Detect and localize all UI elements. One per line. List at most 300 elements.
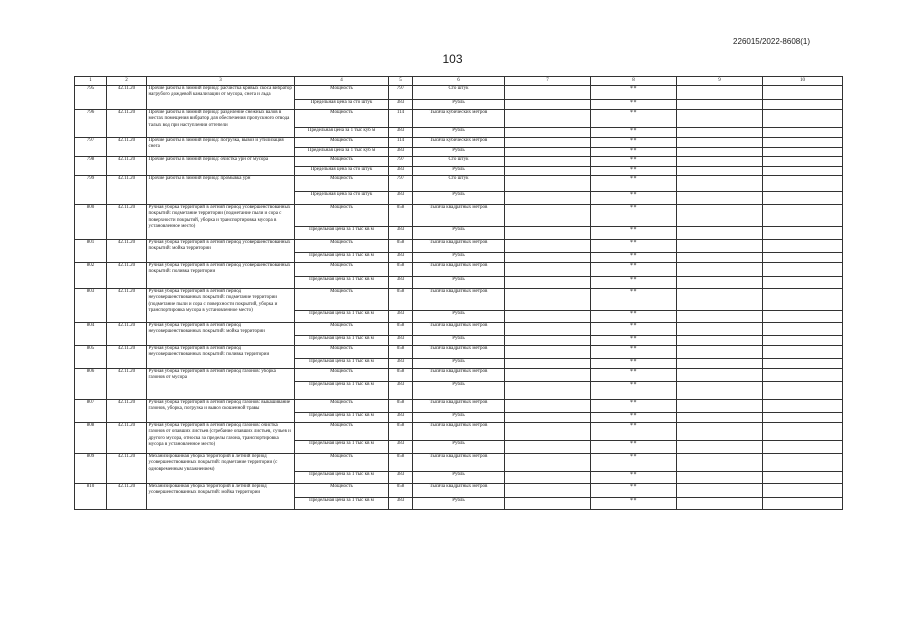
- characteristic-name: Мощность: [295, 240, 389, 253]
- characteristic-name: Мощность: [295, 369, 389, 382]
- empty-cell: [505, 359, 591, 369]
- empty-cell: [763, 138, 843, 148]
- empty-cell: [677, 128, 763, 138]
- okpd-code: 42.11.20: [107, 157, 147, 176]
- okei-code: 797: [389, 176, 413, 192]
- empty-cell: [677, 205, 763, 227]
- table-row: [75, 205, 843, 227]
- unit-name: Тысяча квадратных метров: [413, 289, 505, 311]
- column-header: 2: [107, 77, 147, 86]
- page-number: 103: [442, 52, 463, 66]
- column-header: 3: [147, 77, 295, 86]
- empty-cell: [505, 192, 591, 205]
- table-row: [75, 423, 843, 441]
- empty-cell: [763, 240, 843, 253]
- empty-cell: [677, 472, 763, 484]
- okpd-code: 42.11.20: [107, 400, 147, 423]
- unit-name: Рубль: [413, 148, 505, 157]
- row-number: 795: [75, 86, 107, 110]
- value-placeholder: **: [591, 253, 677, 263]
- okei-code: 383: [389, 227, 413, 240]
- empty-cell: [505, 167, 591, 176]
- row-number: 804: [75, 323, 107, 346]
- value-placeholder: **: [591, 205, 677, 227]
- empty-cell: [677, 253, 763, 263]
- value-placeholder: **: [591, 157, 677, 167]
- value-placeholder: **: [591, 86, 677, 100]
- empty-cell: [505, 441, 591, 454]
- characteristic-name: Предельная цена за 1 тыс куб м: [295, 148, 389, 157]
- table-body: [75, 86, 843, 510]
- empty-cell: [505, 423, 591, 441]
- item-description: Ручная уборка территорий в летний период усовершенствованных покрытий: подметание территории (подметание пыли и сора с поверхности покрытий, уборка и транспортировка мусора в установленное место): [147, 205, 295, 240]
- row-number: 810: [75, 484, 107, 510]
- column-header: 4: [295, 77, 389, 86]
- value-placeholder: **: [591, 110, 677, 128]
- procurement-table: [74, 76, 843, 510]
- empty-cell: [677, 441, 763, 454]
- okpd-code: 42.11.20: [107, 138, 147, 157]
- unit-name: Тысяча квадратных метров: [413, 454, 505, 472]
- value-placeholder: **: [591, 413, 677, 423]
- okei-code: 383: [389, 167, 413, 176]
- empty-cell: [505, 346, 591, 359]
- okpd-code: 42.11.20: [107, 86, 147, 110]
- empty-cell: [677, 323, 763, 336]
- empty-cell: [677, 86, 763, 100]
- empty-cell: [763, 472, 843, 484]
- empty-cell: [763, 167, 843, 176]
- value-placeholder: **: [591, 311, 677, 323]
- column-header: 7: [505, 77, 591, 86]
- unit-name: Рубль: [413, 227, 505, 240]
- value-placeholder: **: [591, 369, 677, 382]
- column-header: 10: [763, 77, 843, 86]
- empty-cell: [763, 423, 843, 441]
- okei-code: 383: [389, 336, 413, 346]
- unit-name: Рубль: [413, 336, 505, 346]
- empty-cell: [763, 400, 843, 413]
- characteristic-name: Предельная цена за 1 тыс кв м: [295, 441, 389, 454]
- okei-code: 058: [389, 263, 413, 277]
- table-row: [75, 138, 843, 148]
- okei-code: 383: [389, 100, 413, 110]
- empty-cell: [677, 157, 763, 167]
- empty-cell: [677, 346, 763, 359]
- empty-cell: [763, 192, 843, 205]
- row-number: 806: [75, 369, 107, 400]
- empty-cell: [505, 311, 591, 323]
- okei-code: 383: [389, 277, 413, 289]
- item-description: Ручная уборка территорий в летний период газонов: уборка газонов от мусора: [147, 369, 295, 400]
- unit-name: Сто штук: [413, 157, 505, 167]
- item-description: Ручная уборка территорий в летний период неусовершенствованных покрытий: подметание территории (подметание пыли и сора с поверхности покрытий, уборка и транспортировка мусора в установленное место): [147, 289, 295, 323]
- table-row: [75, 263, 843, 277]
- value-placeholder: **: [591, 240, 677, 253]
- table-row: [75, 346, 843, 359]
- okpd-code: 42.11.20: [107, 289, 147, 323]
- empty-cell: [677, 413, 763, 423]
- empty-cell: [763, 100, 843, 110]
- empty-cell: [505, 128, 591, 138]
- value-placeholder: **: [591, 454, 677, 472]
- characteristic-name: Предельная цена за сто штук: [295, 192, 389, 205]
- okei-code: 058: [389, 289, 413, 311]
- document-number: 226015/2022-8608(1): [733, 37, 810, 46]
- value-placeholder: **: [591, 346, 677, 359]
- empty-cell: [505, 138, 591, 148]
- value-placeholder: **: [591, 263, 677, 277]
- table-row: [75, 157, 843, 167]
- characteristic-name: Предельная цена за 1 тыс кв м: [295, 472, 389, 484]
- item-description: Ручная уборка территорий в летний период газонов: очистка газонов от опавших листьев (сгребание опавших листьев, сучьев и другого мусора, относка за пределы газона, транспортировка мусора в установленное место): [147, 423, 295, 454]
- empty-cell: [763, 454, 843, 472]
- characteristic-name: Предельная цена за сто штук: [295, 100, 389, 110]
- characteristic-name: Мощность: [295, 176, 389, 192]
- empty-cell: [763, 227, 843, 240]
- okei-code: 058: [389, 346, 413, 359]
- okpd-code: 42.11.20: [107, 484, 147, 510]
- characteristic-name: Предельная цена за 1 тыс кв м: [295, 311, 389, 323]
- empty-cell: [677, 400, 763, 413]
- empty-cell: [505, 413, 591, 423]
- okpd-code: 42.11.20: [107, 176, 147, 205]
- empty-cell: [763, 253, 843, 263]
- row-number: 807: [75, 400, 107, 423]
- okpd-code: 42.11.20: [107, 454, 147, 484]
- row-number: 796: [75, 110, 107, 138]
- okei-code: 383: [389, 311, 413, 323]
- empty-cell: [505, 472, 591, 484]
- empty-cell: [763, 128, 843, 138]
- empty-cell: [505, 454, 591, 472]
- empty-cell: [677, 423, 763, 441]
- okei-code: 797: [389, 86, 413, 100]
- unit-name: Рубль: [413, 441, 505, 454]
- column-header: 1: [75, 77, 107, 86]
- okei-code: 058: [389, 484, 413, 498]
- okpd-code: 42.11.20: [107, 263, 147, 289]
- empty-cell: [505, 382, 591, 400]
- empty-cell: [505, 400, 591, 413]
- empty-cell: [677, 311, 763, 323]
- value-placeholder: **: [591, 472, 677, 484]
- empty-cell: [763, 346, 843, 359]
- empty-cell: [677, 240, 763, 253]
- okei-code: 383: [389, 472, 413, 484]
- row-number: 802: [75, 263, 107, 289]
- empty-cell: [677, 176, 763, 192]
- value-placeholder: **: [591, 423, 677, 441]
- empty-cell: [763, 413, 843, 423]
- empty-cell: [763, 441, 843, 454]
- value-placeholder: **: [591, 336, 677, 346]
- characteristic-name: Мощность: [295, 323, 389, 336]
- unit-name: Тысяча кубических метров: [413, 110, 505, 128]
- empty-cell: [677, 289, 763, 311]
- unit-name: Рубль: [413, 472, 505, 484]
- value-placeholder: **: [591, 441, 677, 454]
- unit-name: Рубль: [413, 100, 505, 110]
- characteristic-name: Предельная цена за 1 тыс кв м: [295, 336, 389, 346]
- empty-cell: [677, 167, 763, 176]
- table-row: [75, 454, 843, 472]
- value-placeholder: **: [591, 176, 677, 192]
- characteristic-name: Мощность: [295, 138, 389, 148]
- table-row: [75, 86, 843, 100]
- empty-cell: [505, 369, 591, 382]
- okei-code: 383: [389, 148, 413, 157]
- empty-cell: [677, 359, 763, 369]
- table-row: [75, 289, 843, 311]
- okei-code: 383: [389, 192, 413, 205]
- empty-cell: [677, 192, 763, 205]
- value-placeholder: **: [591, 400, 677, 413]
- table-row: [75, 323, 843, 336]
- unit-name: Тысяча квадратных метров: [413, 263, 505, 277]
- item-description: Прочие работы в зимний период: очистка урн от мусора: [147, 157, 295, 176]
- okpd-code: 42.11.20: [107, 205, 147, 240]
- item-description: Прочие работы в зимний период: промывка урн: [147, 176, 295, 205]
- item-description: Ручная уборка территорий в летний период усовершенствованных покрытий: поливка территории: [147, 263, 295, 289]
- empty-cell: [677, 484, 763, 498]
- unit-name: Рубль: [413, 277, 505, 289]
- value-placeholder: **: [591, 138, 677, 148]
- characteristic-name: Предельная цена за 1 тыс кв м: [295, 359, 389, 369]
- empty-cell: [763, 289, 843, 311]
- empty-cell: [505, 263, 591, 277]
- table-row: [75, 369, 843, 382]
- value-placeholder: **: [591, 484, 677, 498]
- row-number: 797: [75, 138, 107, 157]
- row-number: 798: [75, 157, 107, 176]
- okei-code: 058: [389, 323, 413, 336]
- okpd-code: 42.11.20: [107, 110, 147, 138]
- empty-cell: [763, 157, 843, 167]
- unit-name: Тысяча квадратных метров: [413, 323, 505, 336]
- empty-cell: [505, 110, 591, 128]
- characteristic-name: Мощность: [295, 423, 389, 441]
- empty-cell: [505, 86, 591, 100]
- empty-cell: [763, 86, 843, 100]
- value-placeholder: **: [591, 382, 677, 400]
- unit-name: Тысяча квадратных метров: [413, 423, 505, 441]
- empty-cell: [677, 148, 763, 157]
- okei-code: 058: [389, 369, 413, 382]
- column-header: 8: [591, 77, 677, 86]
- row-number: 805: [75, 346, 107, 369]
- empty-cell: [677, 454, 763, 472]
- empty-cell: [505, 289, 591, 311]
- empty-cell: [763, 205, 843, 227]
- okei-code: 383: [389, 359, 413, 369]
- characteristic-name: Предельная цена за сто штук: [295, 167, 389, 176]
- empty-cell: [505, 277, 591, 289]
- column-header: 6: [413, 77, 505, 86]
- unit-name: Рубль: [413, 359, 505, 369]
- characteristic-name: Предельная цена за 1 тыс кв м: [295, 227, 389, 240]
- empty-cell: [677, 100, 763, 110]
- characteristic-name: Предельная цена за 1 тыс кв м: [295, 277, 389, 289]
- empty-cell: [763, 110, 843, 128]
- okpd-code: 42.11.20: [107, 369, 147, 400]
- characteristic-name: Мощность: [295, 205, 389, 227]
- value-placeholder: **: [591, 148, 677, 157]
- okei-code: 058: [389, 400, 413, 413]
- empty-cell: [677, 110, 763, 128]
- empty-cell: [763, 359, 843, 369]
- empty-cell: [505, 498, 591, 510]
- empty-cell: [505, 176, 591, 192]
- row-number: 809: [75, 454, 107, 484]
- unit-name: Тысяча квадратных метров: [413, 346, 505, 359]
- characteristic-name: Мощность: [295, 289, 389, 311]
- empty-cell: [677, 382, 763, 400]
- unit-name: Сто штук: [413, 176, 505, 192]
- empty-cell: [505, 205, 591, 227]
- okei-code: 797: [389, 157, 413, 167]
- characteristic-name: Мощность: [295, 263, 389, 277]
- unit-name: Рубль: [413, 382, 505, 400]
- okei-code: 058: [389, 454, 413, 472]
- characteristic-name: Мощность: [295, 400, 389, 413]
- empty-cell: [505, 484, 591, 498]
- empty-cell: [677, 498, 763, 510]
- unit-name: Сто штук: [413, 86, 505, 100]
- column-header: 5: [389, 77, 413, 86]
- unit-name: Рубль: [413, 498, 505, 510]
- empty-cell: [505, 100, 591, 110]
- value-placeholder: **: [591, 359, 677, 369]
- empty-cell: [763, 263, 843, 277]
- empty-cell: [677, 336, 763, 346]
- empty-cell: [763, 336, 843, 346]
- okei-code: 114: [389, 138, 413, 148]
- empty-cell: [763, 369, 843, 382]
- unit-name: Рубль: [413, 167, 505, 176]
- item-description: Ручная уборка территорий в летний период усовершенствованных покрытий: мойка территории: [147, 240, 295, 263]
- value-placeholder: **: [591, 498, 677, 510]
- okei-code: 383: [389, 413, 413, 423]
- row-number: 799: [75, 176, 107, 205]
- unit-name: Рубль: [413, 413, 505, 423]
- okei-code: 383: [389, 382, 413, 400]
- empty-cell: [763, 498, 843, 510]
- empty-cell: [505, 148, 591, 157]
- value-placeholder: **: [591, 323, 677, 336]
- okei-code: 058: [389, 423, 413, 441]
- characteristic-name: Мощность: [295, 110, 389, 128]
- item-description: Прочие работы в зимний период: расчистка кривых скоса вибратор нагрубого дождевой канализации от мусора, снега и льда: [147, 86, 295, 110]
- okei-code: 383: [389, 253, 413, 263]
- okei-code: 058: [389, 205, 413, 227]
- characteristic-name: Мощность: [295, 454, 389, 472]
- characteristic-name: Мощность: [295, 157, 389, 167]
- table-header-row: [75, 77, 843, 86]
- characteristic-name: Мощность: [295, 484, 389, 498]
- empty-cell: [677, 263, 763, 277]
- empty-cell: [763, 176, 843, 192]
- table-row: [75, 240, 843, 253]
- value-placeholder: **: [591, 277, 677, 289]
- item-description: Механизированная уборка территорий в летний период усовершенствованных покрытий: подметание территории (с одновременным увлажнением): [147, 454, 295, 484]
- unit-name: Рубль: [413, 192, 505, 205]
- empty-cell: [677, 277, 763, 289]
- unit-name: Рубль: [413, 128, 505, 138]
- value-placeholder: **: [591, 100, 677, 110]
- value-placeholder: **: [591, 289, 677, 311]
- okpd-code: 42.11.20: [107, 423, 147, 454]
- okpd-code: 42.11.20: [107, 323, 147, 346]
- empty-cell: [763, 484, 843, 498]
- empty-cell: [677, 227, 763, 240]
- empty-cell: [763, 323, 843, 336]
- unit-name: Тысяча квадратных метров: [413, 369, 505, 382]
- characteristic-name: Предельная цена за 1 тыс кв м: [295, 498, 389, 510]
- empty-cell: [505, 157, 591, 167]
- empty-cell: [505, 253, 591, 263]
- empty-cell: [763, 311, 843, 323]
- row-number: 808: [75, 423, 107, 454]
- value-placeholder: **: [591, 128, 677, 138]
- unit-name: Тысяча квадратных метров: [413, 400, 505, 413]
- unit-name: Тысяча квадратных метров: [413, 484, 505, 498]
- unit-name: Тысяча квадратных метров: [413, 205, 505, 227]
- okei-code: 383: [389, 128, 413, 138]
- okpd-code: 42.11.20: [107, 346, 147, 369]
- empty-cell: [505, 240, 591, 253]
- empty-cell: [763, 382, 843, 400]
- value-placeholder: **: [591, 227, 677, 240]
- item-description: Прочие работы в зимний период: разделение снежных валов в местах помещения вибратор для обеспечения пропускного отвода талых вод при наступлении оттепели: [147, 110, 295, 138]
- empty-cell: [677, 138, 763, 148]
- table-row: [75, 400, 843, 413]
- okpd-code: 42.11.20: [107, 240, 147, 263]
- characteristic-name: Предельная цена за 1 тыс кв м: [295, 382, 389, 400]
- empty-cell: [505, 323, 591, 336]
- value-placeholder: **: [591, 192, 677, 205]
- table-row: [75, 176, 843, 192]
- unit-name: Тысяча кубических метров: [413, 138, 505, 148]
- item-description: Ручная уборка территорий в летний период газонов: выкашивание газонов, уборка, погрузка и вывоз скошенной травы: [147, 400, 295, 423]
- table-row: [75, 484, 843, 498]
- row-number: 800: [75, 205, 107, 240]
- empty-cell: [763, 277, 843, 289]
- item-description: Ручная уборка территорий в летний период неусовершенствованных покрытий: мойка территории: [147, 323, 295, 346]
- okei-code: 058: [389, 240, 413, 253]
- okei-code: 383: [389, 498, 413, 510]
- characteristic-name: Предельная цена за 1 тыс куб м: [295, 128, 389, 138]
- empty-cell: [505, 227, 591, 240]
- characteristic-name: Предельная цена за 1 тыс кв м: [295, 253, 389, 263]
- value-placeholder: **: [591, 167, 677, 176]
- row-number: 803: [75, 289, 107, 323]
- column-header: 9: [677, 77, 763, 86]
- empty-cell: [763, 148, 843, 157]
- empty-cell: [677, 369, 763, 382]
- unit-name: Рубль: [413, 311, 505, 323]
- unit-name: Рубль: [413, 253, 505, 263]
- item-description: Прочие работы в зимний период: погрузка, вывоз и утилизация снега: [147, 138, 295, 157]
- item-description: Механизированная уборка территорий в летний период усовершенствованных покрытий: мойка территории: [147, 484, 295, 510]
- characteristic-name: Предельная цена за 1 тыс кв м: [295, 413, 389, 423]
- okei-code: 383: [389, 441, 413, 454]
- unit-name: Тысяча квадратных метров: [413, 240, 505, 253]
- empty-cell: [505, 336, 591, 346]
- characteristic-name: Мощность: [295, 346, 389, 359]
- okei-code: 114: [389, 110, 413, 128]
- characteristic-name: Мощность: [295, 86, 389, 100]
